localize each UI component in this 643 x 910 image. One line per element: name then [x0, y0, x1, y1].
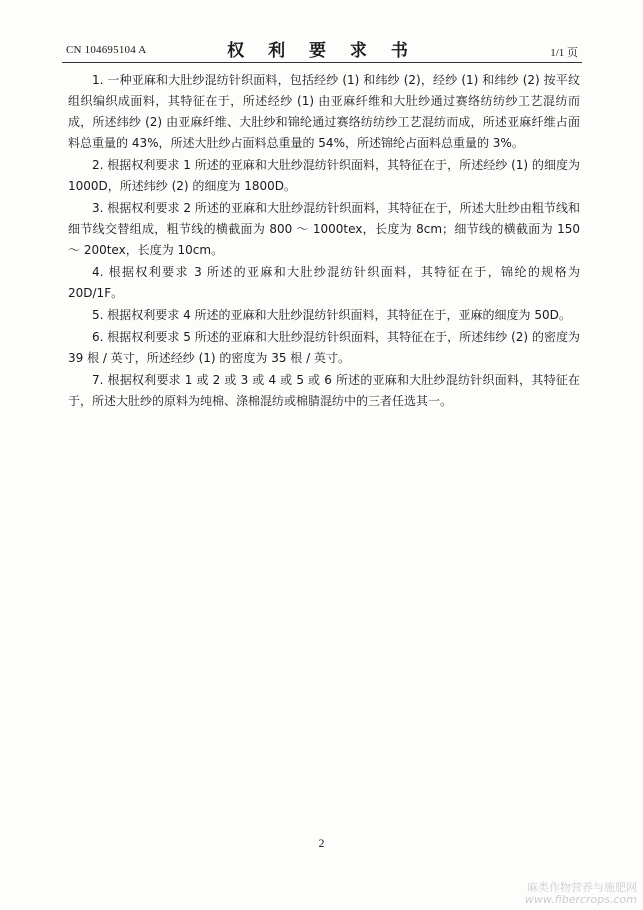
claim-4: 4. 根据权利要求 3 所述的亚麻和大肚纱混纺针织面料，其特征在于，锦纶的规格为 20D/1F。 — [68, 265, 580, 300]
site-watermark — [525, 882, 637, 906]
claims-list — [68, 70, 580, 413]
header-divider — [62, 62, 582, 63]
claim-7: 7. 根据权利要求 1 或 2 或 3 或 4 或 5 或 6 所述的亚麻和大肚纱混纺针织面料，其特征在于，所述大肚纱的原料为纯棉、涤棉混纺或棉腈混纺中的三者任选其一。 — [68, 373, 580, 408]
page-count: 1/1 页 — [550, 47, 578, 59]
claim-2: 2. 根据权利要求 1 所述的亚麻和大肚纱混纺针织面料，其特征在于，所述经纱 (1) 的细度为 1000D，所述纬纱 (2) 的细度为 1800D。 — [68, 158, 580, 193]
patent-number: CN 104695104 A — [66, 44, 147, 56]
claim-3: 3. 根据权利要求 2 所述的亚麻和大肚纱混纺针织面料，其特征在于，所述大肚纱由粗节线和细节线交替组成，粗节线的横截面为 800 ～ 1000tex，长度为 8cm；细节线的横截面为 150 ～ 200tex，长度为 10cm。 — [68, 201, 580, 257]
watermark-site-name: 麻类作物营养与施肥网 — [527, 881, 637, 894]
footer-page-number: 2 — [318, 836, 325, 850]
document-title: 权 利 要 求 书 — [227, 41, 417, 61]
claim-1: 1. 一种亚麻和大肚纱混纺针织面料，包括经纱 (1) 和纬纱 (2)，经纱 (1) 和纬纱 (2) 按平纹组织编织成面料，其特征在于，所述经纱 (1) 由亚麻纤维和大肚纱通过赛络纺纺纱工艺混纺而成，所述纬纱 (2) 由亚麻纤维、大肚纱和锦纶通过赛络纺纺纱工艺混纺而成，所述亚麻纤维占面料总重量的 43%，所述大肚纱占面料总重量的 54%，所述锦纶占面料总重量的 3%。 — [68, 73, 580, 150]
watermark-url: www.fibercrops.com — [524, 893, 637, 906]
claim-6: 6. 根据权利要求 5 所述的亚麻和大肚纱混纺针织面料，其特征在于，所述纬纱 (2) 的密度为 39 根 / 英寸，所述经纱 (1) 的密度为 35 根 / 英寸。 — [68, 330, 580, 365]
page-header — [62, 36, 582, 64]
claim-5: 5. 根据权利要求 4 所述的亚麻和大肚纱混纺针织面料，其特征在于，亚麻的细度为 50D。 — [92, 308, 571, 322]
